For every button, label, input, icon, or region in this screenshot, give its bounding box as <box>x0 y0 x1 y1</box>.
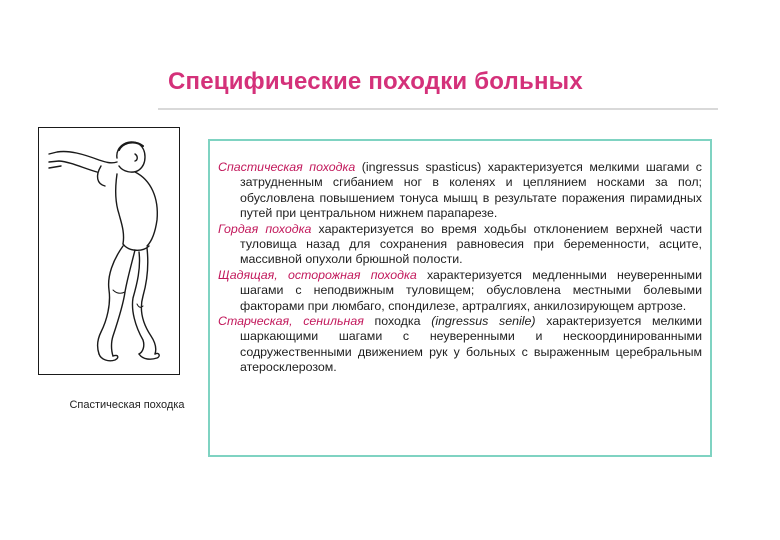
term-proud-gait: Гордая походка <box>218 221 312 236</box>
figure-frame <box>38 127 180 375</box>
term-spastic-gait: Спастическая походка <box>218 160 356 174</box>
paragraph-spastic-gait <box>218 160 702 222</box>
connector-senile: походка <box>363 314 432 329</box>
paragraph-senile-gait <box>218 314 702 376</box>
title-divider <box>158 108 718 110</box>
spastic-gait-figure-icon <box>39 128 179 374</box>
description-proud: характеризуется во время ходьбы отклонением верхней части туловища назад для сохранения равновесия при беременности, асците, массивной опухоли брюшной полости. <box>240 221 703 267</box>
slide-title: Специфические походки больных <box>168 68 583 95</box>
figure-caption: Спастическая походка <box>69 399 185 411</box>
latin-spastic: (ingressus spasticus) <box>355 160 488 174</box>
description-spastic: характеризуется мелкими шагами с затрудненным сгибанием ног в коленях и цеплянием носками за пол; обусловлена повышением тонуса мышц в результате поражения пирамидных путей при центральном нижнем парапарезе. <box>240 160 702 221</box>
description-sparing: характеризуется медленными неуверенными шагами с неподвижным туловищем; обусловлена местными болевыми факторами при люмбаго, спондилезе, артралгиях, анкилозирующем артрозе. <box>240 267 702 313</box>
latin-senile: (ingressus senile) <box>431 314 536 329</box>
paragraph-proud-gait <box>218 222 702 268</box>
paragraph-sparing-gait <box>218 268 702 314</box>
term-senile-gait: Старческая, сенильная <box>218 314 364 329</box>
term-sparing-gait: Щадящая, осторожная походка <box>218 267 417 282</box>
description-senile: характеризуется мелкими шаркающими шагами с неуверенными и нескоординированными содружественными движением рук у больных с выраженным церебральным атеросклерозом. <box>240 314 702 375</box>
gait-descriptions <box>218 160 702 376</box>
